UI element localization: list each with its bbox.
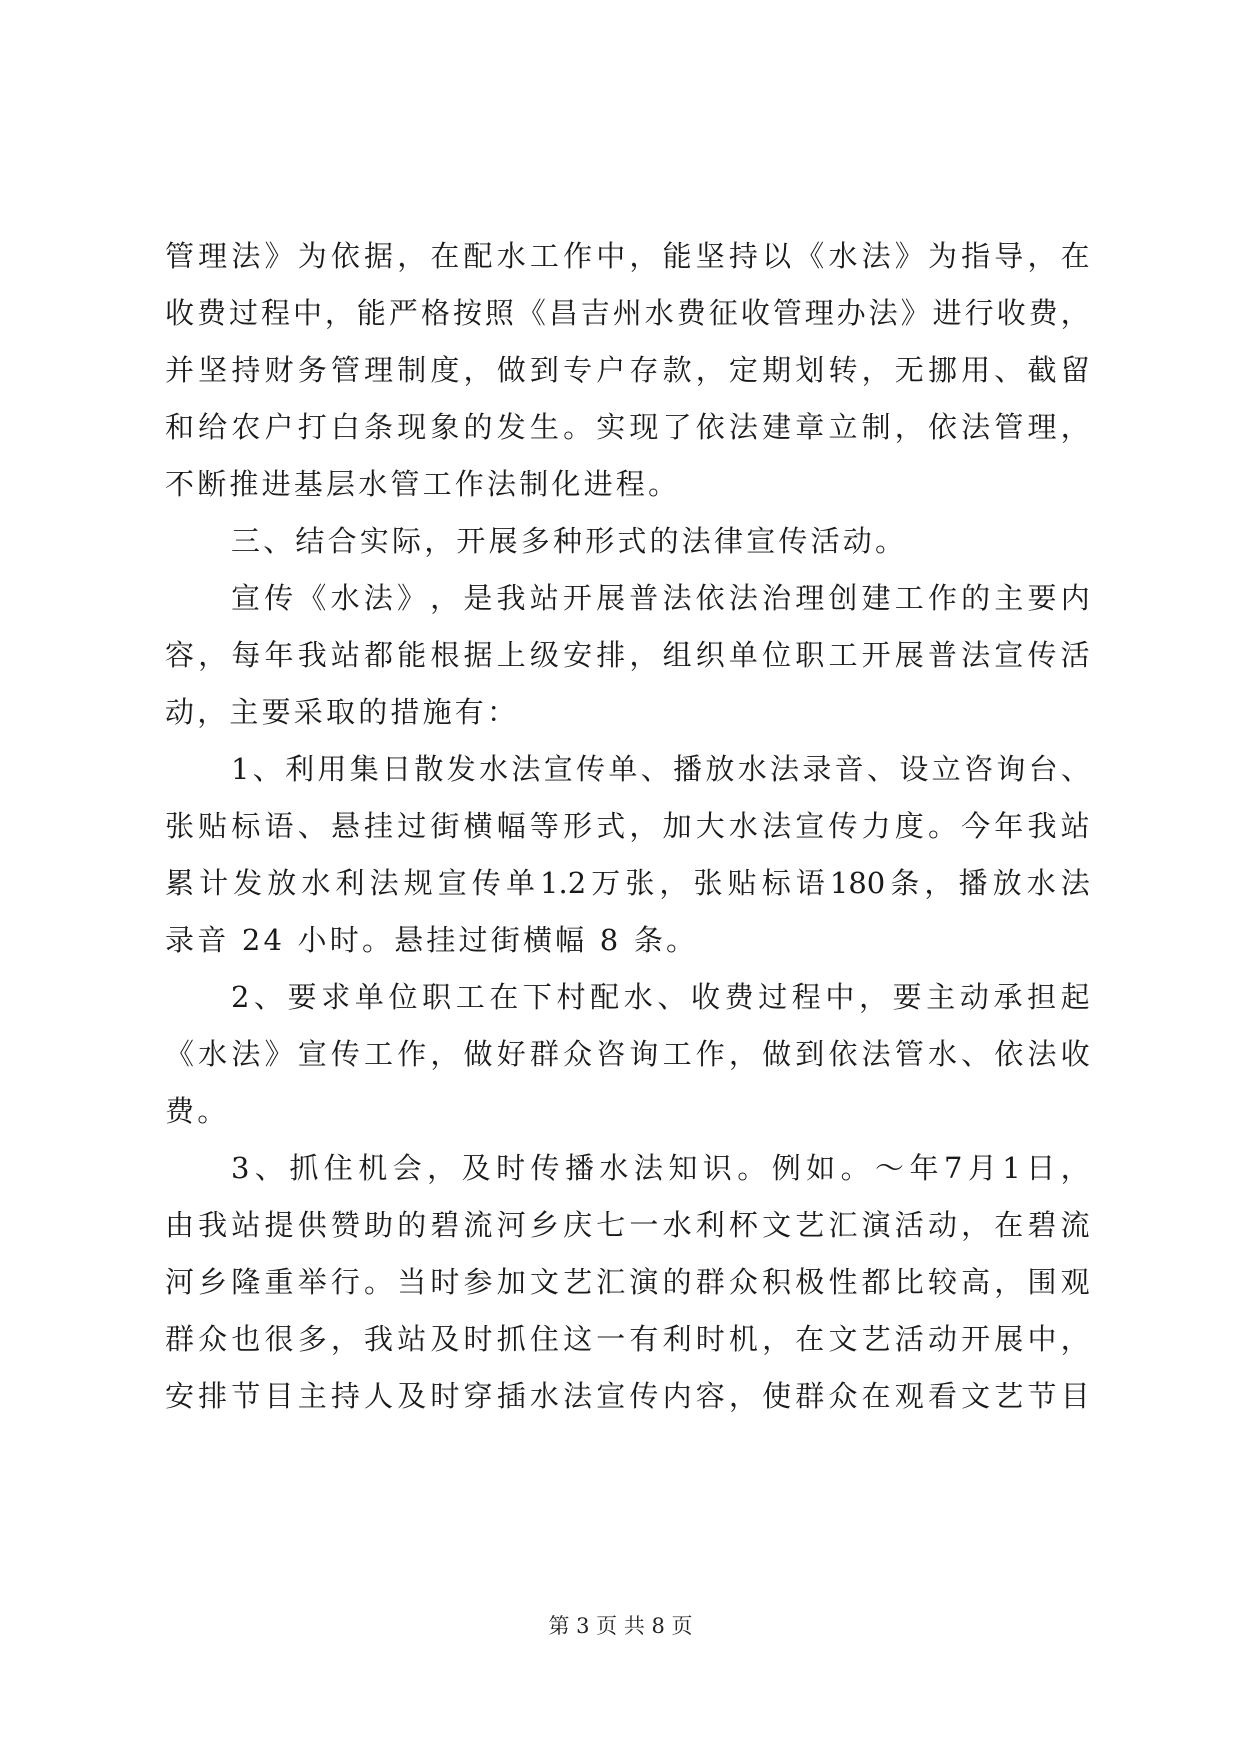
text-line: 动，主要采取的措施有： — [165, 695, 520, 729]
text-line: 管 理 法 》 为 依 据 ， 在 配 水 工 作 中 ， 能 坚 持 以 《 水 法 》 为 指 导 ， 在 — [165, 239, 1090, 273]
section-heading: 三、结合实际，开展多种形式的法律宣传活动。 — [231, 524, 908, 558]
text-line: 收 费 过 程 中 ， 能 严 格 按 照 《 昌 吉 州 水 费 征 收 管 理 办 法 》 进 行 收 费 ， — [165, 296, 1090, 330]
text-line: 累 计 发 放 水 利 法 规 宣 传 单 1.2 万 张 ， 张 贴 标 语 180 条 ， 播 放 水 法 — [165, 866, 1090, 900]
list-item-line: 2 、 要 求 单 位 职 工 在 下 村 配 水 、 收 费 过 程 中 ， 要 主 动 承 担 起 — [231, 980, 1090, 1014]
text-line: 不断推进基层水管工作法制化进程。 — [165, 467, 681, 501]
text-line: 河 乡 隆 重 举 行 。 当 时 参 加 文 艺 汇 演 的 群 众 积 极 性 都 比 较 高 ， 围 观 — [165, 1265, 1090, 1299]
page-number-footer: 第 3 页 共 8 页 — [548, 1614, 693, 1638]
text-line: 安 排 节 目 主 持 人 及 时 穿 插 水 法 宣 传 内 容 ， 使 群 众 在 观 看 文 艺 节 目 — [165, 1379, 1090, 1413]
text-line: 由 我 站 提 供 赞 助 的 碧 流 河 乡 庆 七 一 水 利 杯 文 艺 汇 演 活 动 ， 在 碧 流 — [165, 1208, 1090, 1242]
text-line: 《 水 法 》 宣 传 工 作 ， 做 好 群 众 咨 询 工 作 ， 做 到 依 法 管 水 、 依 法 收 — [165, 1037, 1090, 1071]
text-line: 群 众 也 很 多 ， 我 站 及 时 抓 住 这 一 有 利 时 机 ， 在 文 艺 活 动 开 展 中 ， — [165, 1322, 1090, 1356]
text-line: 张 贴 标 语 、 悬 挂 过 街 横 幅 等 形 式 ， 加 大 水 法 宣 传 力 度 。 今 年 我 站 — [165, 809, 1090, 843]
text-line: 和 给 农 户 打 白 条 现 象 的 发 生 。 实 现 了 依 法 建 章 立 制 ， 依 法 管 理 ， — [165, 410, 1090, 444]
text-line: 费。 — [165, 1094, 230, 1128]
body-text — [165, 228, 1090, 1425]
list-item-line: 3 、 抓 住 机 会 ， 及 时 传 播 水 法 知 识 。 例 如 。 ～ 年 7 月 1 日 ， — [231, 1151, 1090, 1185]
text-line: 并 坚 持 财 务 管 理 制 度 ， 做 到 专 户 存 款 ， 定 期 划 转 ， 无 挪 用 、 截 留 — [165, 353, 1090, 387]
text-line: 容 ， 每 年 我 站 都 能 根 据 上 级 安 排 ， 组 织 单 位 职 工 开 展 普 法 宣 传 活 — [165, 638, 1090, 672]
text-line: 宣 传 《 水 法 》 ， 是 我 站 开 展 普 法 依 法 治 理 创 建 工 作 的 主 要 内 — [231, 581, 1090, 615]
text-line: 录音 24 小时。悬挂过街横幅 8 条。 — [165, 923, 699, 957]
list-item-line: 1 、 利 用 集 日 散 发 水 法 宣 传 单 、 播 放 水 法 录 音 、 设 立 咨 询 台 、 — [231, 752, 1090, 786]
